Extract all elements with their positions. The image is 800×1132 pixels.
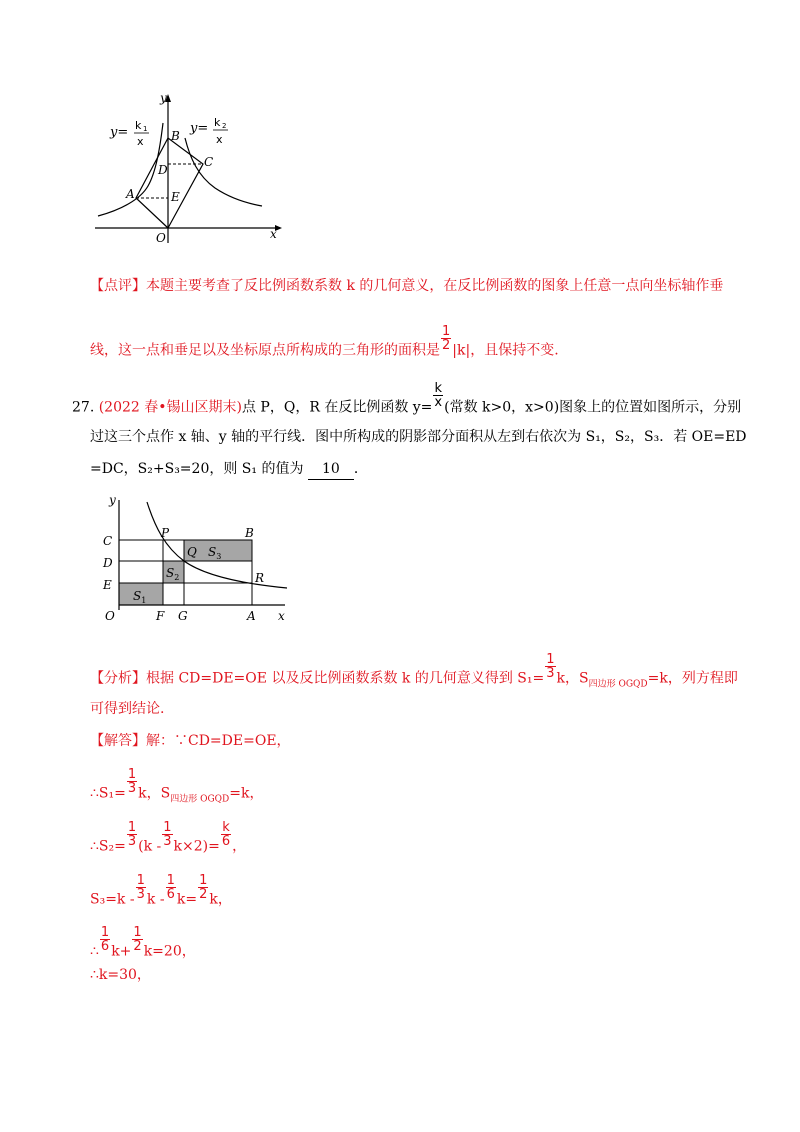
- point-c: C: [103, 534, 113, 548]
- figure-shaded-rectangles: [95, 492, 295, 627]
- label-k1: k: [135, 119, 142, 132]
- quad-edges: [136, 138, 203, 228]
- axis-x-label: x: [270, 227, 277, 241]
- label-s1: $S_1$: [133, 589, 147, 605]
- label-y1: y=: [110, 125, 129, 140]
- curve-k2: [185, 138, 262, 206]
- axis-x-label: x: [278, 609, 285, 623]
- curve-k1: [98, 123, 163, 216]
- fraction: $\frac{1}{3}$: [127, 767, 137, 796]
- label-k2: k: [214, 116, 221, 129]
- point-d: D: [158, 163, 168, 177]
- point-o: O: [105, 609, 115, 623]
- point-e: E: [171, 190, 180, 204]
- axis-y-label: y: [109, 493, 116, 507]
- problem-line-2: [90, 427, 747, 447]
- problem-number: 27.: [72, 399, 95, 416]
- label-s2: $S_2$: [166, 566, 180, 582]
- label-x1: x: [137, 135, 144, 148]
- solution-line-s3: S₃=k - $\frac{1}{3}$ k - $\frac{1}{6}$ k= $\frac{1}{2}$ k，: [90, 873, 232, 908]
- comment-line-2: [90, 324, 559, 364]
- point-d: D: [103, 556, 113, 570]
- point-o: O: [156, 231, 166, 245]
- problem-text-1a: 点 P，Q，R 在反比例函数 y=: [241, 399, 433, 416]
- solution-intro: 解：∵CD=DE=OE，: [146, 733, 291, 749]
- fraction: $\frac{1}{6}$: [166, 873, 175, 902]
- analysis-text-1b: k，S: [556, 670, 589, 687]
- label-s3: $S_3$: [208, 545, 222, 561]
- analysis-sub: 四边形 OGQD: [588, 679, 648, 690]
- fraction-half: $\frac{1}{2}$: [442, 324, 451, 353]
- fraction: $\frac{1}{3}$: [136, 873, 145, 902]
- point-e: E: [103, 578, 112, 592]
- problem-text-2: 过这三个点作 x 轴、y 轴的平行线．图中所构成的阴影部分面积从左到右依次为 S₁，S₂，S₃．若 OE=ED: [90, 429, 747, 445]
- problem-text-1b: (常数 k>0，x>0)图象上的位置如图所示，分别: [444, 399, 742, 416]
- solution-line-s2: ∴S₂= $\frac{1}{3}$ (k - $\frac{1}{3}$ k×2)= $\frac{k}{6}$ ，: [90, 820, 247, 855]
- point-a: A: [247, 609, 256, 623]
- comment-text-2a: 线，这一点和垂足以及坐标原点所构成的三角形的面积是: [90, 342, 440, 359]
- fraction: $\frac{1}{3}$: [127, 820, 137, 849]
- label-y2: y=: [190, 121, 209, 136]
- point-b: B: [245, 526, 254, 540]
- fraction: $\frac{1}{2}$: [199, 873, 208, 902]
- figure-reciprocal-functions: [90, 88, 290, 248]
- label-x2: x: [216, 133, 223, 146]
- point-b: B: [171, 129, 180, 143]
- problem-text-3b: ．: [353, 461, 368, 477]
- point-g: G: [178, 609, 188, 623]
- label-k2-sub: 2: [222, 122, 227, 130]
- point-c: C: [204, 155, 214, 169]
- point-f: F: [156, 609, 165, 623]
- label-k1-sub: 1: [143, 125, 148, 133]
- analysis-text-2: 可得到结论.: [90, 701, 165, 717]
- solution-line-intro: [90, 731, 291, 751]
- comment-text-2b: |k|，且保持不变.: [452, 342, 559, 359]
- analysis-text-1a: 根据 CD=DE=OE 以及反比例函数系数 k 的几何意义得到 S₁=: [146, 670, 545, 687]
- solution-line-eq: ∴ $\frac{1}{6}$ k+ $\frac{1}{2}$ k=20，: [90, 925, 196, 960]
- fraction: $\frac{1}{6}$: [100, 925, 110, 954]
- problem-line-3: [90, 459, 368, 480]
- fraction: $\frac{1}{3}$: [163, 820, 172, 849]
- problem-text-3a: =DC，S₂+S₃=20，则 S₁ 的值为: [90, 461, 304, 477]
- comment-line-1: [90, 276, 723, 296]
- comment-tag: 【点评】: [90, 278, 146, 294]
- comment-text-1: 本题主要考查了反比例函数系数 k 的几何意义，在反比例函数的图象上任意一点向坐标轴作垂: [146, 278, 724, 294]
- solution-tag: 【解答】: [90, 733, 146, 749]
- analysis-line-2: [90, 699, 164, 719]
- fraction-k-over-x: $\frac{k}{x}$: [434, 381, 443, 410]
- solution-line-s1: ∴S₁= $\frac{1}{3}$ k，$S_{四边形 OGQD}=k$，: [90, 767, 264, 805]
- analysis-text-1c: =k，列方程即: [647, 670, 738, 687]
- analysis-line-1: [90, 652, 738, 694]
- fraction: $\frac{k}{6}$: [221, 820, 231, 849]
- fraction: $\frac{1}{2}$: [133, 925, 142, 954]
- solution-line-result: ∴k=30，: [90, 967, 151, 983]
- point-a: A: [126, 187, 135, 201]
- axis-y-label: y: [160, 91, 167, 105]
- fraction-third: $\frac{1}{3}$: [546, 652, 555, 681]
- problem-line-1: [72, 381, 742, 421]
- problem-source: (2022 春•锡山区期末): [98, 399, 242, 416]
- point-p: P: [161, 526, 170, 540]
- point-r: R: [255, 571, 265, 585]
- answer-blank: 10: [308, 459, 354, 480]
- point-q: Q: [187, 545, 197, 559]
- analysis-tag: 【分析】: [90, 670, 146, 687]
